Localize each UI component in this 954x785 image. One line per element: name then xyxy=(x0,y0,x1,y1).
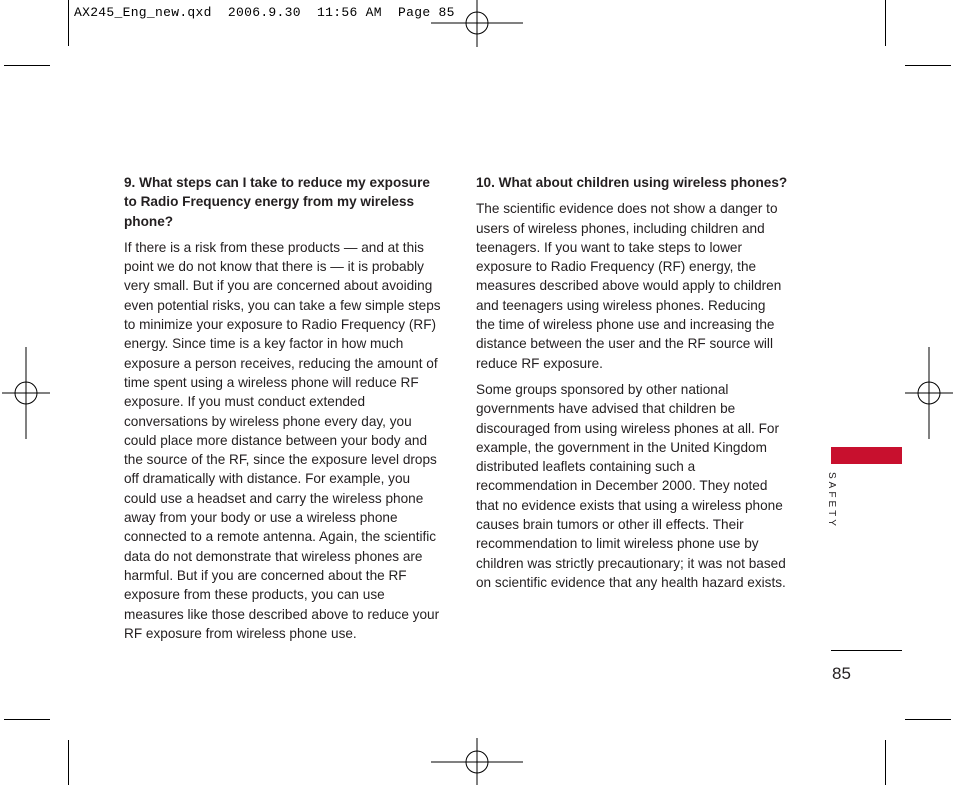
section-tab-label: SAFETY xyxy=(826,472,837,529)
crop-mark-bottom-left-v xyxy=(68,740,69,785)
registration-mark-left xyxy=(2,347,50,439)
registration-mark-top xyxy=(431,0,523,48)
question-10-heading: 10. What about children using wireless phones? xyxy=(476,175,788,190)
crop-mark-top-right-h xyxy=(905,65,951,66)
page-number-rule xyxy=(831,650,902,651)
question-10-paragraph-2: Some groups sponsored by other national governments have advised that children be discouraged from using wireless phones at all. For example, the government in the United Kingdom distributed leaflets containing such a recommendation in December 2000. They noted that no evidence exists that using a wireless phone causes brain tumors or other ill effects. Their recommendation to limit wireless phone use by children was strictly precautionary; it was not based on scientific evidence that any health hazard exists. xyxy=(476,381,786,590)
crop-mark-top-left-v xyxy=(68,0,69,46)
print-slug: AX245_Eng_new.qxd 2006.9.30 11:56 AM Page 85 xyxy=(74,5,455,20)
registration-mark-bottom xyxy=(431,738,523,785)
registration-mark-right xyxy=(905,347,953,439)
crop-mark-top-left-h xyxy=(4,65,50,66)
right-column xyxy=(476,173,788,599)
crop-mark-bottom-right-h xyxy=(905,719,951,720)
page-number: 85 xyxy=(832,664,851,683)
section-tab-bar xyxy=(831,447,902,464)
left-column xyxy=(124,173,446,650)
question-9-heading: 9. What steps can I take to reduce my exposure to Radio Frequency energy from my wireless phone? xyxy=(124,175,430,229)
crop-mark-bottom-right-v xyxy=(885,740,886,785)
question-10-paragraph-1: The scientific evidence does not show a danger to users of wireless phones, including children and teenagers. If you want to take steps to lower exposure to Radio Frequency (RF) energy, the measures described above would apply to children and teenagers using wireless phones. Reducing the time of wireless phone use and increasing the distance between the user and the RF source will reduce RF exposure. xyxy=(476,201,782,371)
question-9-answer: If there is a risk from these products — and at this point we do not know that there is — it is probably very small. But if you are concerned about avoiding even potential risks, you can take a few simple steps to minimize your exposure to Radio Frequency (RF) energy. Since time is a key factor in how much exposure a person receives, reducing the amount of time spent using a wireless phone will reduce RF exposure. If you must conduct extended conversations by wireless phone every day, you could place more distance between your body and the source of the RF, since the exposure level drops off dramatically with distance. For example, you could use a headset and carry the wireless phone away from your body or use a wireless phone connected to a remote antenna. Again, the scientific data do not demonstrate that wireless phones are harmful. But if you are concerned about the RF exposure from these products, you can use measures like those described above to reduce your RF exposure from wireless phone use. xyxy=(124,239,441,641)
crop-mark-top-right-v xyxy=(885,0,886,46)
crop-mark-bottom-left-h xyxy=(4,719,50,720)
